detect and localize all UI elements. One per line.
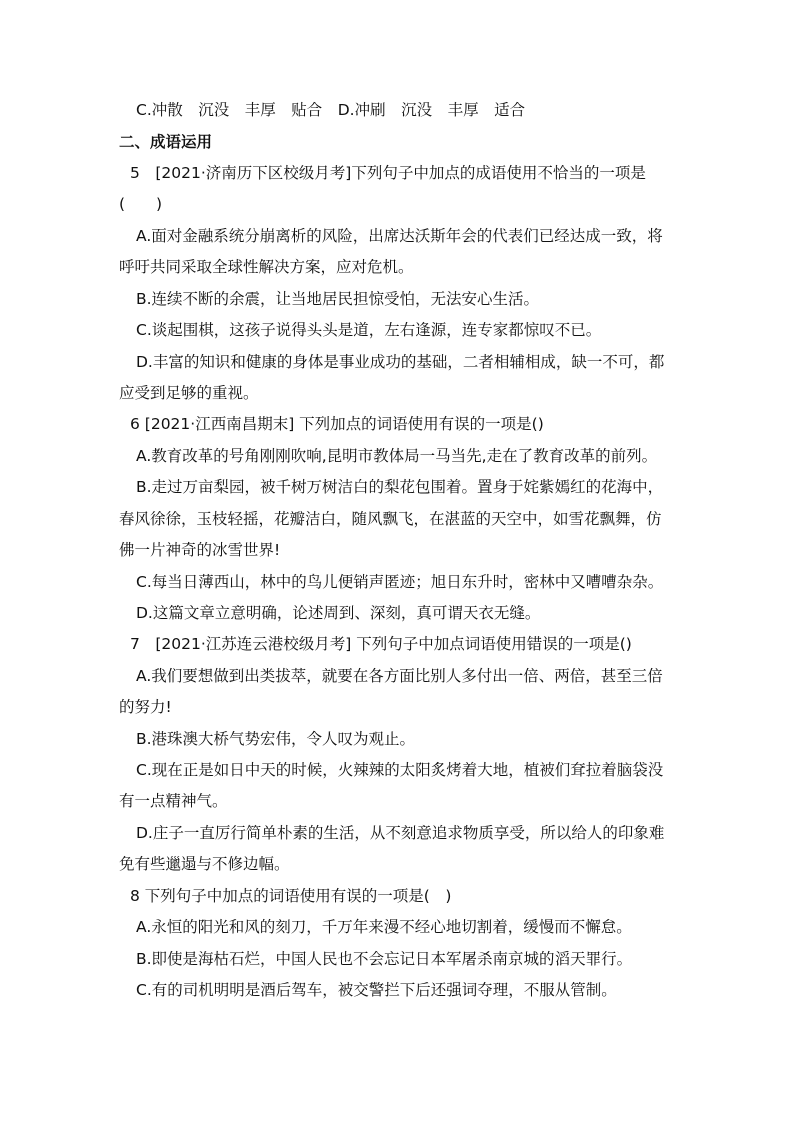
- question-5-option-a-cont: 呼吁共同采取全球性解决方案，应对危机。: [119, 258, 414, 276]
- question-8-option-b: B.即使是海枯石烂，中国人民也不会忘记日本军屠杀南京城的滔天罪行。: [136, 950, 633, 968]
- question-6-stem: 6 [2021·江西南昌期末] 下列加点的词语使用有误的一项是(): [130, 415, 544, 433]
- section-heading-idiom-usage: 二、成语运用: [119, 133, 213, 151]
- question-8-option-a: A.永恒的阳光和风的刻刀，千万年来漫不经心地切割着，缓慢而不懈怠。: [136, 918, 632, 936]
- question-6-option-a: A.教育改革的号角刚刚吹响,昆明市教体局一马当先,走在了教育改革的前列。: [136, 447, 658, 465]
- question-7-option-a: A.我们要想做到出类拔萃，就要在各方面比别人多付出一倍、两倍，甚至三倍: [136, 667, 663, 685]
- question-7-option-c: C.现在正是如日中天的时候，火辣辣的太阳炙烤着大地，植被们耷拉着脑袋没: [136, 761, 664, 779]
- question-6-option-b-cont: 春风徐徐，玉枝轻摇，花瓣洁白，随风飘飞，在湛蓝的天空中，如雪花飘舞，仿: [119, 510, 662, 528]
- question-5-option-b: B.连续不断的余震，让当地居民担惊受怕，无法安心生活。: [136, 290, 540, 308]
- question-5-option-d: D.丰富的知识和健康的身体是事业成功的基础，二者相辅相成，缺一不可，都: [136, 353, 665, 371]
- question-7-option-b: B.港珠澳大桥气势宏伟，令人叹为观止。: [136, 730, 416, 748]
- question-5-option-c: C.谈起围棋，这孩子说得头头是道，左右逢源，连专家都惊叹不已。: [136, 321, 602, 339]
- question-7-option-a-cont: 的努力!: [119, 698, 172, 716]
- question-8-option-c: C.有的司机明明是酒后驾车，被交警拦下后还强词夺理，不服从管制。: [136, 981, 617, 999]
- question-5-option-d-cont: 应受到足够的重视。: [119, 384, 259, 402]
- question-7-option-d-cont: 免有些邋遢与不修边幅。: [119, 855, 290, 873]
- question-5-stem: 5 [2021·济南历下区校级月考]下列句子中加点的成语使用不恰当的一项是: [130, 164, 646, 182]
- question-7-option-c-cont: 有一点精神气。: [119, 792, 228, 810]
- question-5-answer-blank: ( ): [119, 195, 163, 213]
- question-6-option-c: C.每当日薄西山，林中的鸟儿便销声匿迹；旭日东升时，密林中又嘈嘈杂杂。: [136, 573, 664, 591]
- question-7-stem: 7 [2021·江苏连云港校级月考] 下列句子中加点词语使用错误的一项是(): [130, 635, 632, 653]
- question-6-option-b: B.走过万亩梨园，被千树万树洁白的梨花包围着。置身于姹紫嫣红的花海中，: [136, 478, 664, 496]
- question-8-stem: 8 下列句子中加点的词语使用有误的一项是( ): [130, 887, 452, 905]
- q4-options-line: C.冲散 沉没 丰厚 贴合 D.冲刷 沉没 丰厚 适合: [136, 101, 526, 119]
- question-6-option-d: D.这篇文章立意明确，论述周到、深刻，真可谓天衣无缝。: [136, 604, 541, 622]
- question-7-option-d: D.庄子一直厉行简单朴素的生活，从不刻意追求物质享受，所以给人的印象难: [136, 824, 665, 842]
- question-5-option-a: A.面对金融系统分崩离析的风险，出席达沃斯年会的代表们已经达成一致，将: [136, 227, 663, 245]
- question-6-option-b-cont2: 佛一片神奇的冰雪世界!: [119, 541, 281, 559]
